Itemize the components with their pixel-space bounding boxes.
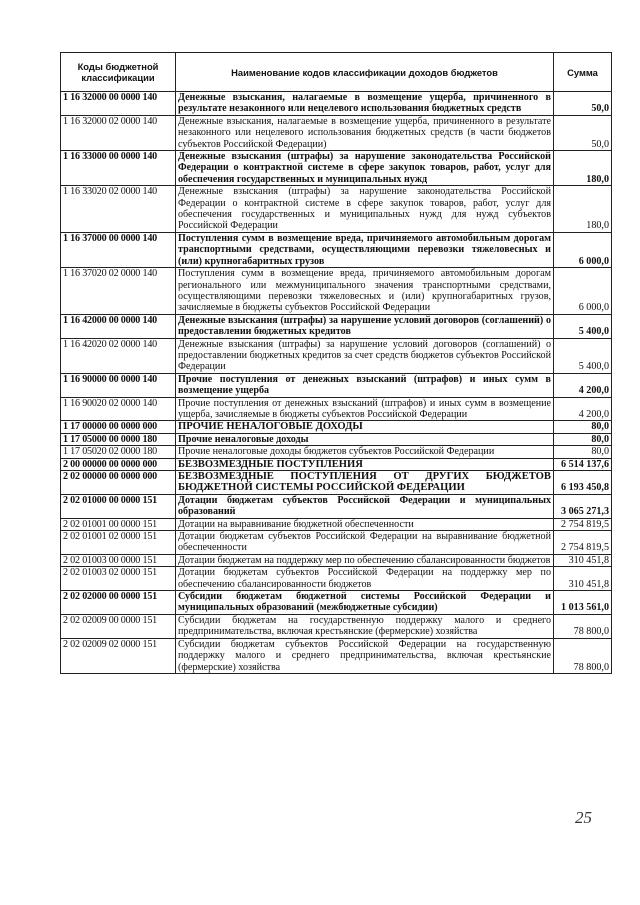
table-row [61, 314, 612, 338]
sum-cell: 6 193 450,8 [554, 471, 612, 495]
sum-cell: 180,0 [554, 186, 612, 233]
code-cell: 1 16 32000 00 0000 140 [61, 92, 176, 116]
table-row [61, 115, 612, 150]
code-cell: 2 02 02000 00 0000 151 [61, 591, 176, 615]
name-cell: БЕЗВОЗМЕЗДНЫЕ ПОСТУПЛЕНИЯ ОТ ДРУГИХ БЮДЖЕТОВ БЮДЖЕТНОЙ СИСТЕМЫ РОССИЙСКОЙ ФЕДЕРАЦИИ [176, 471, 554, 495]
name-cell: Денежные взыскания (штрафы) за нарушение законодательства Российской Федерации о контрактной системе в сфере закупок товаров, работ, услуг для обеспечения государственных и муниципальных нужд для нужд субъектов Российской Федерации [176, 186, 554, 233]
table-row [61, 92, 612, 116]
sum-cell: 5 400,0 [554, 338, 612, 373]
name-cell: Субсидии бюджетам на государственную поддержку малого и среднего предпринимательства, включая крестьянские (фермерские) хозяйства [176, 614, 554, 638]
table-row [61, 397, 612, 421]
revenue-classification-table [60, 52, 612, 674]
name-cell: Прочие поступления от денежных взысканий (штрафов) и иных сумм в возмещение ущерба [176, 373, 554, 397]
table-row [61, 421, 612, 433]
name-cell: Субсидии бюджетам бюджетной системы Российской Федерации и муниципальных образований (межбюджетные субсидии) [176, 591, 554, 615]
name-cell: Дотации на выравнивание бюджетной обеспеченности [176, 518, 554, 530]
code-cell: 2 00 00000 00 0000 000 [61, 458, 176, 470]
sum-cell: 80,0 [554, 446, 612, 458]
table-body [61, 92, 612, 674]
page-number: 25 [575, 808, 592, 827]
table-row [61, 373, 612, 397]
table-row [61, 518, 612, 530]
sum-cell: 2 754 819,5 [554, 518, 612, 530]
table-header-row [61, 53, 612, 92]
sum-cell: 4 200,0 [554, 397, 612, 421]
name-cell: ПРОЧИЕ НЕНАЛОГОВЫЕ ДОХОДЫ [176, 421, 554, 433]
name-cell: Дотации бюджетам субъектов Российской Федерации и муниципальных образований [176, 494, 554, 518]
sum-cell: 78 800,0 [554, 638, 612, 673]
table-row [61, 268, 612, 315]
sum-cell: 80,0 [554, 421, 612, 433]
name-cell: Денежные взыскания (штрафы) за нарушение законодательства Российской Федерации о контрактной системе в сфере закупок товаров, работ, услуг для обеспечения государственных и муниципальных нужд [176, 151, 554, 186]
code-cell: 2 02 00000 00 0000 000 [61, 471, 176, 495]
sum-cell: 50,0 [554, 92, 612, 116]
code-cell: 1 16 90020 02 0000 140 [61, 397, 176, 421]
table-row [61, 232, 612, 267]
sum-cell: 6 000,0 [554, 232, 612, 267]
header-sum: Сумма [554, 53, 612, 92]
name-cell: Дотации бюджетам субъектов Российской Федерации на выравнивание бюджетной обеспеченности [176, 531, 554, 555]
header-name: Наименование кодов классификации доходов бюджетов [176, 53, 554, 92]
name-cell: Денежные взыскания, налагаемые в возмещение ущерба, причиненного в результате незаконного или нецелевого использования бюджетных средств (в части бюджетов субъектов Российской Федерации) [176, 115, 554, 150]
code-cell: 2 02 02009 00 0000 151 [61, 614, 176, 638]
table-row [61, 433, 612, 445]
sum-cell: 6 000,0 [554, 268, 612, 315]
code-cell: 2 02 01003 00 0000 151 [61, 554, 176, 566]
code-cell: 1 17 05000 00 0000 180 [61, 433, 176, 445]
sum-cell: 80,0 [554, 433, 612, 445]
name-cell: Денежные взыскания (штрафы) за нарушение условий договоров (соглашений) о предоставлении бюджетных кредитов за счет средств бюджетов субъектов Российской Федерации [176, 338, 554, 373]
name-cell: Субсидии бюджетам субъектов Российской Федерации на государственную поддержку малого и среднего предпринимательства, включая крестьянские (фермерские) хозяйства [176, 638, 554, 673]
sum-cell: 5 400,0 [554, 314, 612, 338]
sum-cell: 78 800,0 [554, 614, 612, 638]
name-cell: Поступления сумм в возмещение вреда, причиняемого автомобильным дорогам транспортными средствами, осуществляющими перевозки тяжеловесных и (или) крупногабаритных грузов [176, 232, 554, 267]
code-cell: 2 02 02009 02 0000 151 [61, 638, 176, 673]
name-cell: Прочие поступления от денежных взысканий (штрафов) и иных сумм в возмещение ущерба, зачисляемые в бюджеты субъектов Российской Федерации [176, 397, 554, 421]
code-cell: 2 02 01000 00 0000 151 [61, 494, 176, 518]
code-cell: 1 16 42000 00 0000 140 [61, 314, 176, 338]
table-row [61, 614, 612, 638]
table-row [61, 554, 612, 566]
table-row [61, 471, 612, 495]
sum-cell: 310 451,8 [554, 567, 612, 591]
header-code: Коды бюджетной классификации [61, 53, 176, 92]
code-cell: 1 16 42020 02 0000 140 [61, 338, 176, 373]
sum-cell: 2 754 819,5 [554, 531, 612, 555]
name-cell: Денежные взыскания (штрафы) за нарушение условий договоров (соглашений) о предоставлении бюджетных кредитов [176, 314, 554, 338]
table-row [61, 591, 612, 615]
budget-table-container [60, 52, 611, 674]
name-cell: Денежные взыскания, налагаемые в возмещение ущерба, причиненного в результате незаконного или нецелевого использования бюджетных средств [176, 92, 554, 116]
table-row [61, 151, 612, 186]
sum-cell: 1 013 561,0 [554, 591, 612, 615]
table-row [61, 567, 612, 591]
code-cell: 1 17 00000 00 0000 000 [61, 421, 176, 433]
code-cell: 1 17 05020 02 0000 180 [61, 446, 176, 458]
code-cell: 2 02 01001 00 0000 151 [61, 518, 176, 530]
table-row [61, 186, 612, 233]
sum-cell: 4 200,0 [554, 373, 612, 397]
table-row [61, 338, 612, 373]
code-cell: 1 16 33020 02 0000 140 [61, 186, 176, 233]
code-cell: 2 02 01001 02 0000 151 [61, 531, 176, 555]
table-row [61, 458, 612, 470]
table-row [61, 494, 612, 518]
sum-cell: 50,0 [554, 115, 612, 150]
table-row [61, 446, 612, 458]
name-cell: Дотации бюджетам на поддержку мер по обеспечению сбалансированности бюджетов [176, 554, 554, 566]
table-row [61, 531, 612, 555]
sum-cell: 310 451,8 [554, 554, 612, 566]
code-cell: 2 02 01003 02 0000 151 [61, 567, 176, 591]
code-cell: 1 16 90000 00 0000 140 [61, 373, 176, 397]
sum-cell: 180,0 [554, 151, 612, 186]
code-cell: 1 16 32000 02 0000 140 [61, 115, 176, 150]
code-cell: 1 16 33000 00 0000 140 [61, 151, 176, 186]
name-cell: Поступления сумм в возмещение вреда, причиняемого автомобильным дорогам регионального или межмуниципального значения транспортными средствами, осуществляющими перевозки тяжеловесных и (или) крупногабаритных грузов, зачисляемые в бюджеты субъектов Российской Федерации [176, 268, 554, 315]
sum-cell: 3 065 271,3 [554, 494, 612, 518]
name-cell: Прочие неналоговые доходы бюджетов субъектов Российской Федерации [176, 446, 554, 458]
code-cell: 1 16 37000 00 0000 140 [61, 232, 176, 267]
sum-cell: 6 514 137,6 [554, 458, 612, 470]
name-cell: Дотации бюджетам субъектов Российской Федерации на поддержку мер по обеспечению сбалансированности бюджетов [176, 567, 554, 591]
name-cell: Прочие неналоговые доходы [176, 433, 554, 445]
name-cell: БЕЗВОЗМЕЗДНЫЕ ПОСТУПЛЕНИЯ [176, 458, 554, 470]
code-cell: 1 16 37020 02 0000 140 [61, 268, 176, 315]
table-row [61, 638, 612, 673]
